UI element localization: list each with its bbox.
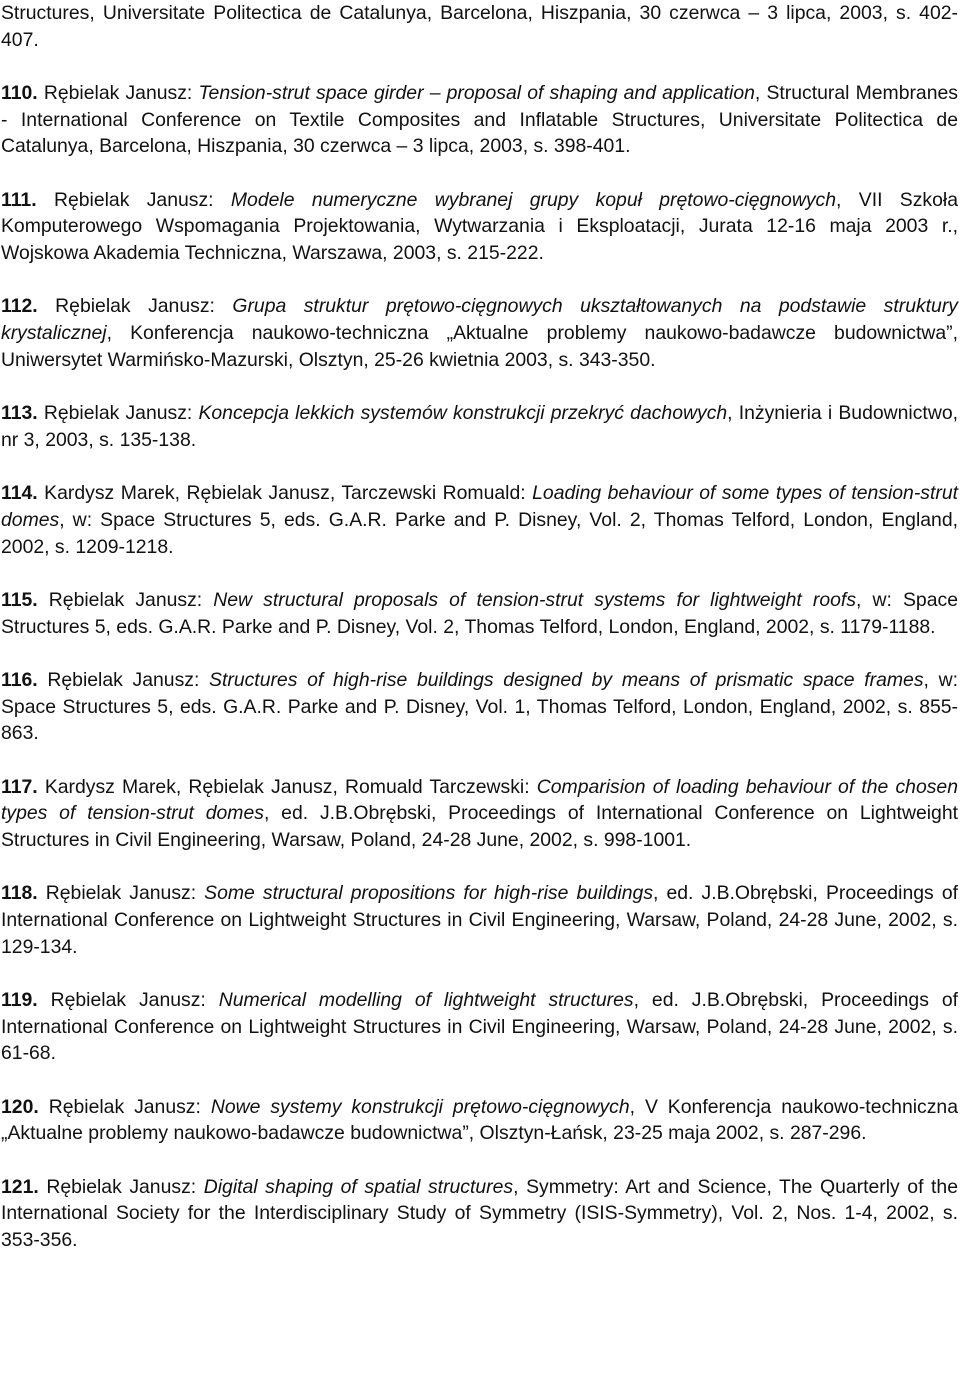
entry-publication-details: , w: Space Structures 5, eds. G.A.R. Parke and P. Disney, Vol. 2, Thomas Telford, London, England, 2002, s. 1179-1188. — [1, 588, 958, 638]
entry-publication-details: , V Konferencja naukowo-techniczna „Aktualne problemy naukowo-badawcze budownictwa”, Olsztyn-Łańsk, 23-25 maja 2002, s. 287-296. — [1, 1095, 959, 1145]
entry-publication-details: , Structural Membranes - International Conference on Textile Composites and Inflatable Structures, Universitate Politectica de Catalunya, Barcelona, Hiszpania, 30 czerwca – 3 lipca, 2003, s. 398-401. — [1, 82, 958, 158]
entry-number: 115. — [1, 588, 38, 611]
bibliography-entry — [1, 480, 958, 560]
entry-publication-details: , ed. J.B.Obrębski, Proceedings of International Conference on Lightweight Structures in Civil Engineering, Warsaw, Poland, 24-28 June, 2002, s. 61-68. — [1, 988, 958, 1065]
entry-number: 116. — [1, 668, 38, 691]
entry-publication-details: , ed. J.B.Obrębski, Proceedings of International Conference on Lightweight Structures in Civil Engineering, Warsaw, Poland, 24-28 June, 2002, s. 998-1001. — [1, 802, 958, 851]
entry-number: 112. — [1, 295, 38, 318]
entry-number: 121. — [1, 1175, 39, 1198]
entry-authors: Rębielak Janusz: — [46, 1175, 204, 1198]
entry-authors: Rębielak Janusz: — [55, 295, 233, 318]
entry-authors: Rębielak Janusz: — [48, 1095, 211, 1118]
bibliography-entry — [1, 587, 958, 640]
entry-number: 111. — [1, 188, 37, 211]
bibliography-entry — [1, 774, 958, 854]
entry-title: Numerical modelling of lightweight structures — [218, 988, 634, 1011]
bibliography-entry — [1, 880, 958, 960]
entry-authors: Rębielak Janusz: — [48, 588, 214, 611]
entry-authors: Kardysz Marek, Rębielak Janusz, Romuald Tarczewski: — [44, 775, 537, 798]
entry-publication-details: , Symmetry: Art and Science, The Quarterly of the International Society for the Interdisciplinary Study of Symmetry (ISIS-Symmetry), Vol. 2, Nos. 1-4, 2002, s. 353-356. — [1, 1175, 958, 1252]
entry-title: Some structural propositions for high-rise buildings — [204, 882, 654, 905]
entry-title: New structural proposals of tension-strut systems for lightweight roofs — [213, 588, 857, 611]
bibliography-entry — [1, 1174, 958, 1254]
entry-publication-details: , w: Space Structures 5, eds. G.A.R. Parke and P. Disney, Vol. 1, Thomas Telford, London, England, 2002, s. 855-863. — [1, 668, 959, 745]
entry-publication-details: , w: Space Structures 5, eds. G.A.R. Parke and P. Disney, Vol. 2, Thomas Telford, London, England, 2002, s. 1209-1218. — [1, 508, 958, 558]
bibliography-entry — [1, 1094, 958, 1147]
entry-title: Loading behaviour of some types of tension-strut domes — [1, 482, 959, 531]
entry-authors: Rębielak Janusz: — [43, 82, 199, 104]
entry-authors: Rębielak Janusz: — [47, 668, 210, 691]
entry-title: Comparision of loading behaviour of the chosen types of tension-strut domes — [1, 775, 959, 825]
entry-title: Nowe systemy konstrukcji prętowo-cięgnowych — [210, 1095, 630, 1118]
bibliography-entry — [1, 80, 958, 160]
bibliography-list — [1, 80, 958, 1254]
entry-authors: Rębielak Janusz: — [53, 188, 231, 211]
entry-title: Grupa struktur prętowo-cięgnowych ukształtowanych na podstawie struktury krystalicznej — [1, 295, 958, 345]
entry-number: 120. — [1, 1095, 39, 1118]
bibliography-entry — [1, 187, 958, 267]
entry-publication-details: , Inżynieria i Budownictwo, nr 3, 2003, s. 135-138. — [1, 402, 958, 451]
entry-number: 113. — [1, 402, 38, 425]
entry-publication-details: , ed. J.B.Obrębski, Proceedings of International Conference on Lightweight Structures in Civil Engineering, Warsaw, Poland, 24-28 June, 2002, s. 129-134. — [1, 882, 958, 958]
entry-authors: Kardysz Marek, Rębielak Janusz, Tarczewski Romuald: — [44, 482, 533, 505]
entry-title: Modele numeryczne wybranej grupy kopuł prętowo-cięgnowych — [230, 188, 837, 211]
entry-authors: Rębielak Janusz: — [50, 988, 219, 1011]
entry-authors: Rębielak Janusz: — [45, 882, 205, 905]
entry-number: 119. — [1, 988, 38, 1011]
entry-publication-details: , Konferencja naukowo-techniczna „Aktualne problemy naukowo-badawcze budownictwa”, Uniwersytet Warmińsko-Mazurski, Olsztyn, 25-26 kwietnia 2003, s. 343-350. — [1, 322, 958, 371]
bibliography-entry — [1, 667, 958, 747]
entry-title: Koncepcja lekkich systemów konstrukcji przekryć dachowych — [198, 402, 728, 425]
entry-number: 114. — [1, 482, 38, 505]
entry-title: Structures of high-rise buildings designed by means of prismatic space frames — [209, 668, 924, 691]
continued-entry-text: Structures, Universitate Politectica de Catalunya, Barcelona, Hiszpania, 30 czerwca – 3 lipca, 2003, s. 402-407. — [1, 2, 958, 51]
entry-publication-details: , VII Szkoła Komputerowego Wspomagania Projektowania, Wytwarzania i Eksploatacji, Jurata 12-16 maja 2003 r., Wojskowa Akademia Techniczna, Warszawa, 2003, s. 215-222. — [1, 188, 958, 265]
bibliography-entry — [1, 987, 958, 1067]
entry-number: 118. — [1, 882, 38, 905]
entry-title: Tension-strut space girder – proposal of shaping and application — [198, 82, 755, 104]
bibliography-entry — [1, 400, 958, 453]
bibliography-entry — [1, 293, 958, 373]
entry-title: Digital shaping of spatial structures — [203, 1175, 514, 1198]
entry-authors: Rębielak Janusz: — [43, 402, 199, 425]
entry-number: 110. — [1, 82, 38, 104]
entry-number: 117. — [1, 775, 38, 798]
